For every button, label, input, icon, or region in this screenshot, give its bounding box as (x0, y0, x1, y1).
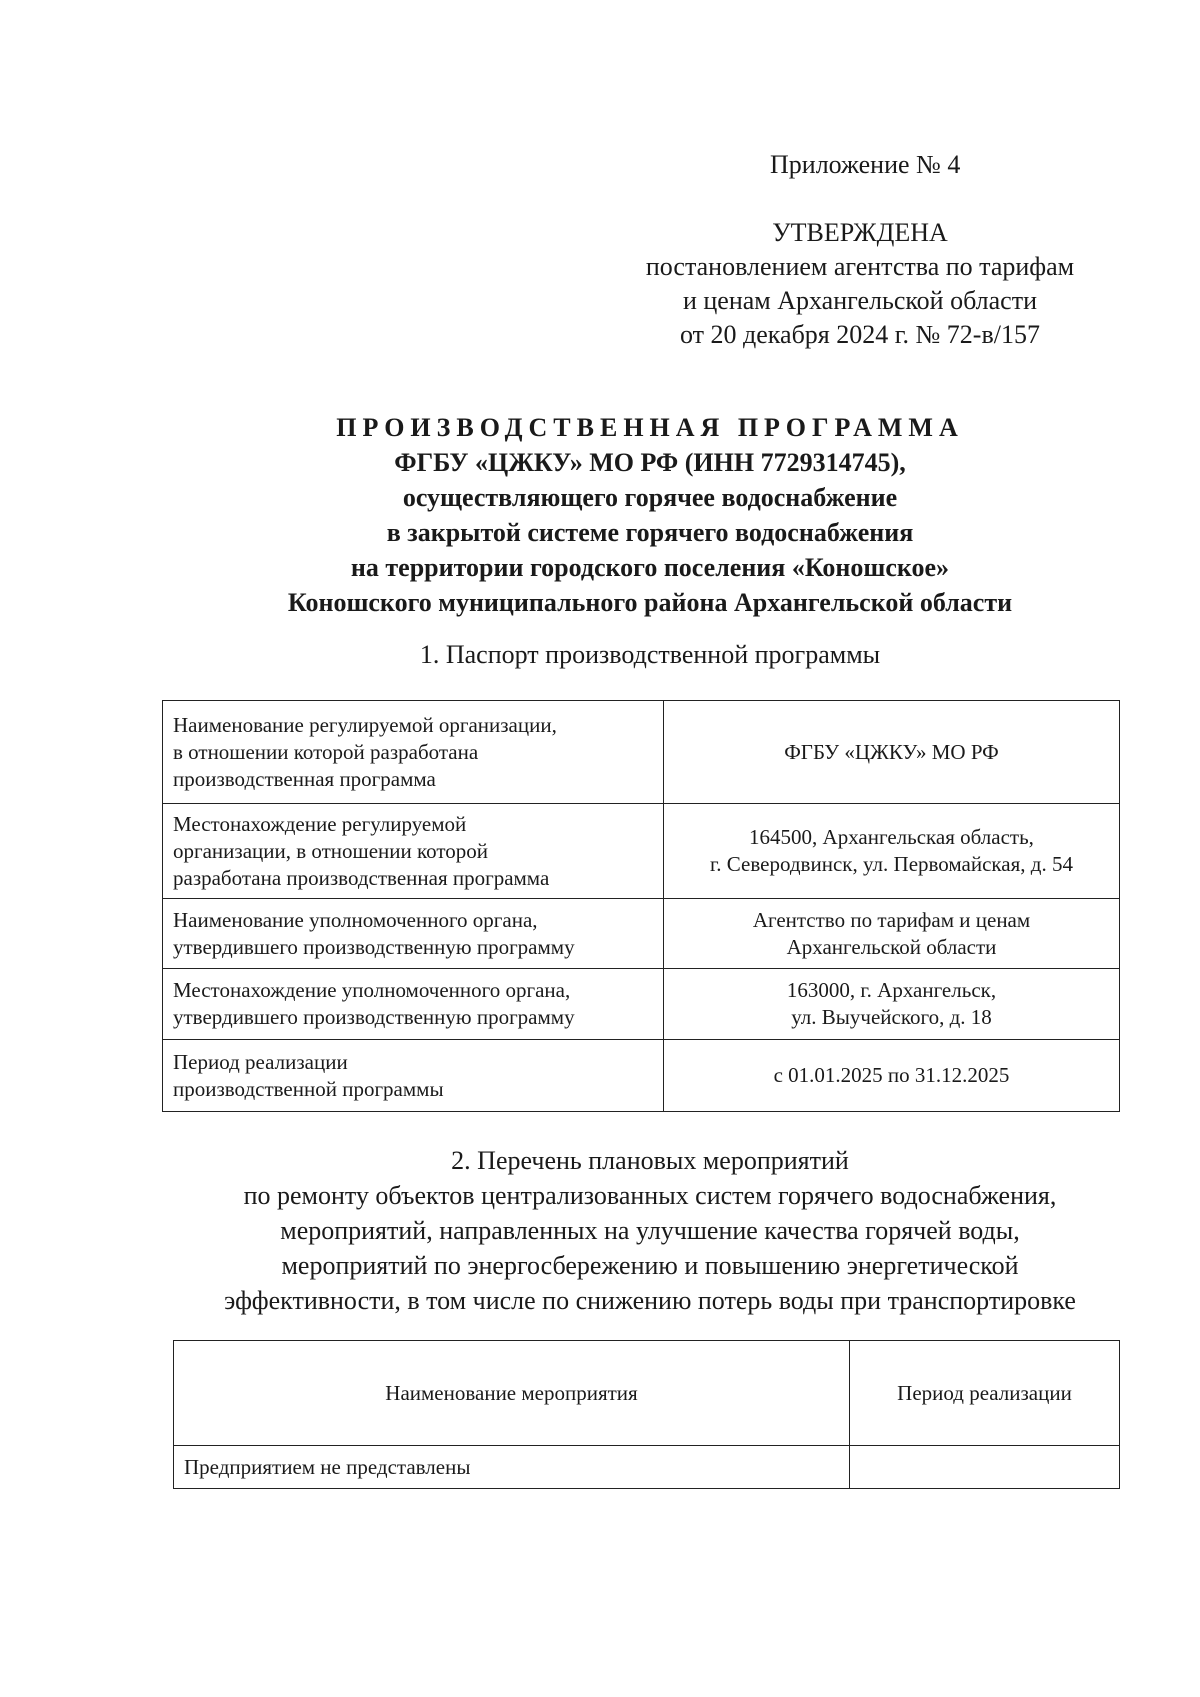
section1-heading: 1. Паспорт производственной программы (419, 640, 881, 669)
row-value: 163000, г. Архангельск, ул. Выучейского, д. 18 (664, 969, 1120, 1040)
row-label: Наименование регулируемой организации, в отношении которой разработана производственная программа (163, 701, 664, 804)
approval-status: УТВЕРЖДЕНА (772, 218, 948, 247)
document-title (120, 410, 1180, 620)
row-label: Местонахождение регулируемой организации, в отношении которой разработана производственная программа (163, 804, 664, 899)
title-line-1: ПРОИЗВОДСТВЕННАЯ ПРОГРАММА (336, 413, 964, 442)
approval-authority-line2: и ценам Архангельской области (682, 286, 1038, 315)
events-table (173, 1340, 1120, 1489)
title-line-2: ФГБУ «ЦЖКУ» МО РФ (ИНН 7729314745), (394, 448, 906, 477)
event-cell: Предприятием не представлены (174, 1446, 850, 1489)
title-line-5: на территории городского поселения «Коношское» (350, 553, 950, 582)
approval-block (600, 216, 1120, 352)
table-row (163, 969, 1120, 1040)
row-label: Период реализации производственной программы (163, 1040, 664, 1112)
row-value: Агентство по тарифам и ценам Архангельской области (664, 899, 1120, 969)
column-header-period: Период реализации (850, 1341, 1120, 1446)
title-line-6: Коношского муниципального района Архангельской области (287, 588, 1013, 617)
appendix-number: Приложение № 4 (770, 150, 961, 179)
approval-date-number: от 20 декабря 2024 г. № 72-в/157 (680, 320, 1040, 349)
period-cell (850, 1446, 1120, 1489)
table-row (174, 1446, 1120, 1489)
table-header-row (174, 1341, 1120, 1446)
passport-table (162, 700, 1120, 1112)
title-line-4: в закрытой системе горячего водоснабжения (386, 518, 914, 547)
table-row (163, 1040, 1120, 1112)
row-value: ФГБУ «ЦЖКУ» МО РФ (664, 701, 1120, 804)
table-row (163, 899, 1120, 969)
table-row (163, 804, 1120, 899)
title-line-3: осуществляющего горячее водоснабжение (402, 483, 898, 512)
row-value: 164500, Архангельская область, г. Северодвинск, ул. Первомайская, д. 54 (664, 804, 1120, 899)
column-header-event: Наименование мероприятия (174, 1341, 850, 1446)
approval-authority-line1: постановлением агентства по тарифам (645, 252, 1075, 281)
table-row (163, 701, 1120, 804)
row-value: с 01.01.2025 по 31.12.2025 (664, 1040, 1120, 1112)
section2-heading: 2. Перечень плановых мероприятий по ремонту объектов централизованных систем горячего водоснабжения, мероприятий, направленных на улучшение качества горячей воды, мероприятий по энергосбережению и повышению энергетической эффективности, в том числе по снижению потерь воды при транспортировке (224, 1146, 1076, 1315)
row-label: Наименование уполномоченного органа, утвердившего производственную программу (163, 899, 664, 969)
row-label: Местонахождение уполномоченного органа, утвердившего производственную программу (163, 969, 664, 1040)
